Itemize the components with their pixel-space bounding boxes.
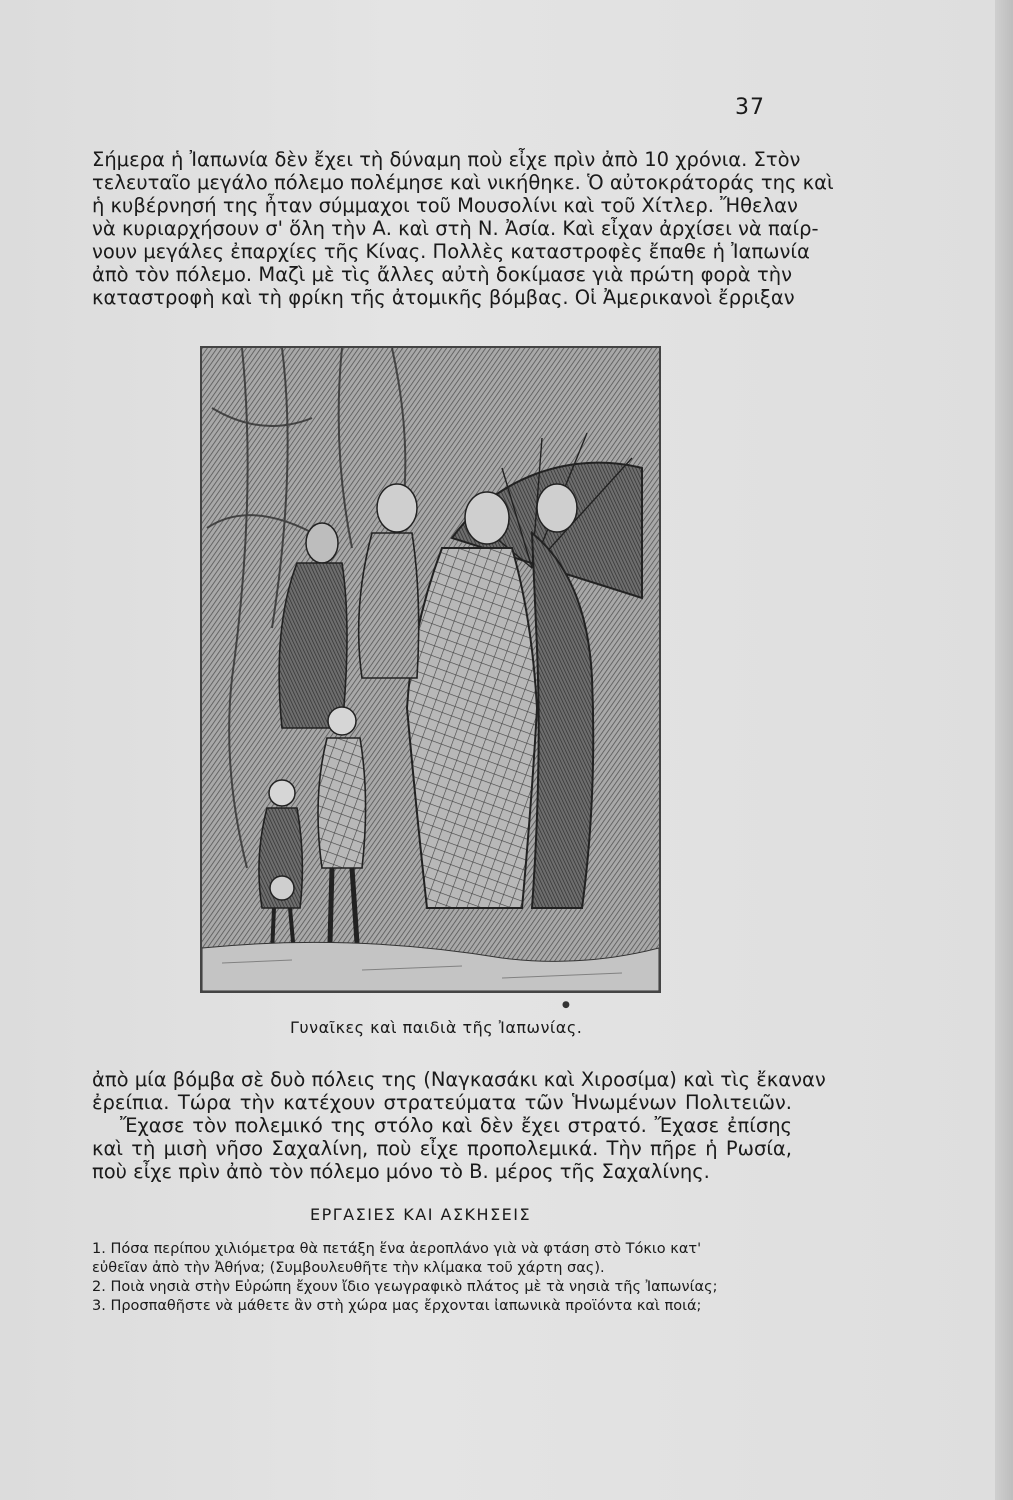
exercise-line: εὐθεῖαν ἀπὸ τὴν Ἀθήνα; (Συμβουλευθῆτε τὴν κλίμακα τοῦ χάρτη σας).	[92, 1260, 605, 1276]
print-mark: ●	[562, 1000, 570, 1010]
text-line: τελευταῖο μεγάλο πόλεμο πολέμησε καὶ νικήθηκε. Ὁ αὐτοκράτοράς της καὶ	[92, 171, 834, 194]
exercises-heading: ΕΡΓΑΣΙΕΣ ΚΑΙ ΑΣΚΗΣΕΙΣ	[310, 1205, 532, 1224]
exercise-line: 3. Προσπαθῆστε νὰ μάθετε ἂν στὴ χώρα μας ἔρχονται ἰαπωνικὰ προϊόντα καὶ ποιά;	[92, 1298, 702, 1314]
illustration-japanese-women-children	[200, 346, 661, 993]
paragraph-top	[92, 148, 834, 309]
engraving-image	[202, 348, 659, 991]
text-line: Ἔχασε τὸν πολεμικό της στόλο καὶ δὲν ἔχει στρατό. Ἔχασε ἐπίσης	[120, 1114, 792, 1137]
text-line: ποὺ εἶχε πρὶν ἀπὸ τὸν πόλεμο μόνο τὸ Β. μέρος τῆς Σαχαλίνης.	[92, 1160, 710, 1183]
text-line: καὶ τὴ μισὴ νῆσο Σαχαλίνη, ποὺ εἶχε προπολεμικά. Τὴν πῆρε ἡ Ρωσία,	[92, 1137, 792, 1160]
exercise-line: 2. Ποιὰ νησιὰ στὴν Εὐρώπη ἔχουν ἴδιο γεωγραφικὸ πλάτος μὲ τὰ νησιὰ τῆς Ἰαπωνίας;	[92, 1279, 718, 1295]
text-line: ἀπὸ μία βόμβα σὲ δυὸ πόλεις της (Ναγκασάκι καὶ Χιροσίμα) καὶ τὶς ἔκαναν	[92, 1068, 826, 1091]
page-edge	[995, 0, 1013, 1500]
exercises-list	[92, 1240, 792, 1316]
text-line: νουν μεγάλες ἐπαρχίες τῆς Κίνας. Πολλὲς καταστροφὲς ἔπαθε ἡ Ἰαπωνία	[92, 240, 810, 263]
text-line: καταστροφὴ καὶ τὴ φρίκη τῆς ἀτομικῆς βόμβας. Οἱ Ἀμερικανοὶ ἔρριξαν	[92, 286, 795, 309]
paragraph-bottom	[92, 1068, 826, 1183]
text-line: Σήμερα ἡ Ἰαπωνία δὲν ἔχει τὴ δύναμη ποὺ εἶχε πρὶν ἀπὸ 10 χρόνια. Στὸν	[92, 148, 801, 171]
figure-caption: Γυναῖκες καὶ παιδιὰ τῆς Ἰαπωνίας.	[290, 1018, 583, 1037]
text-line: ἡ κυβέρνησή της ἦταν σύμμαχοι τοῦ Μουσολίνι καὶ τοῦ Χίτλερ. Ἤθελαν	[92, 194, 798, 217]
page-number: 37	[735, 95, 765, 120]
text-line: ἀπὸ τὸν πόλεμο. Μαζὶ μὲ τὶς ἄλλες αὐτὴ δοκίμασε γιὰ πρώτη φορὰ τὴν	[92, 263, 792, 286]
exercise-line: 1. Πόσα περίπου χιλιόμετρα θὰ πετάξη ἕνα ἀεροπλάνο γιὰ νὰ φτάση στὸ Τόκιο κατ'	[92, 1241, 702, 1257]
text-line: ἐρείπια. Τώρα τὴν κατέχουν στρατεύματα τῶν Ἡνωμένων Πολιτειῶν.	[92, 1091, 792, 1114]
text-line: νὰ κυριαρχήσουν σ' ὅλη τὴν Α. καὶ στὴ Ν. Ἀσία. Καὶ εἶχαν ἀρχίσει νὰ παίρ-	[92, 217, 819, 240]
